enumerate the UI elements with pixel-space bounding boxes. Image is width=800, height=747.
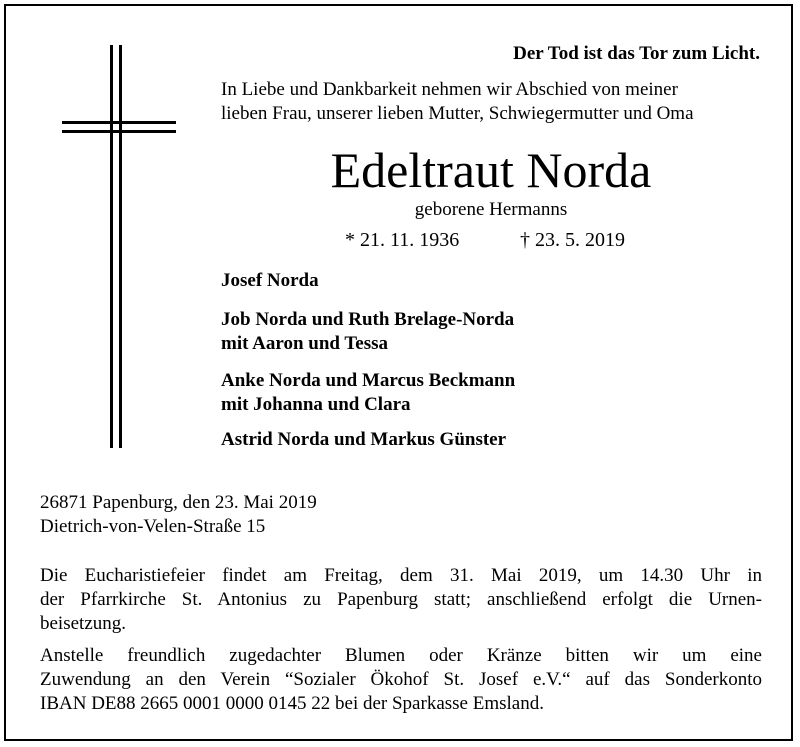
intro-text xyxy=(221,78,761,126)
place-date: 26871 Papenburg, den 23. Mai 2019 xyxy=(40,492,317,513)
intro-line: In Liebe und Dankbarkeit nehmen wir Abschied von meiner xyxy=(221,79,678,100)
death-date: † 23. 5. 2019 xyxy=(520,229,625,251)
mourner-group xyxy=(221,308,514,356)
donation-line: IBAN DE88 2665 0001 0000 0145 22 bei der Sparkasse Emsland. xyxy=(40,693,544,714)
mourner-group xyxy=(221,428,506,452)
mourner-line: Anke Norda und Marcus Beckmann xyxy=(221,370,516,391)
mourner-group xyxy=(221,269,319,293)
street-address: Dietrich-von-Velen-Straße 15 xyxy=(40,516,266,537)
mourner-line: Astrid Norda und Markus Günster xyxy=(221,429,507,450)
address-block xyxy=(40,491,317,539)
service-paragraph xyxy=(40,564,762,636)
service-line: beisetzung. xyxy=(40,613,127,634)
mourner-line: mit Aaron und Tessa xyxy=(221,333,389,354)
mourner-line: Job Norda und Ruth Brelage-Norda xyxy=(221,309,515,330)
mourner-group xyxy=(221,369,515,417)
motto: Der Tod ist das Tor zum Licht. xyxy=(513,43,760,64)
mourner-line: Josef Norda xyxy=(221,270,319,291)
service-line: der Pfarrkirche St. Antonius zu Papenburg statt; anschließend erfolgt die Urnen- xyxy=(40,589,762,610)
donation-line: Zuwendung an den Verein “Sozialer Ökohof St. Josef e.V.“ auf das Sonderkonto xyxy=(40,669,762,690)
donation-paragraph xyxy=(40,644,762,716)
donation-line: Anstelle freundlich zugedachter Blumen oder Kränze bitten wir um eine xyxy=(40,645,762,666)
cross-icon xyxy=(62,45,176,448)
intro-line: lieben Frau, unserer lieben Mutter, Schwiegermutter und Oma xyxy=(221,103,694,124)
mourner-line: mit Johanna und Clara xyxy=(221,394,411,415)
deceased-name: Edeltraut Norda xyxy=(330,142,652,198)
maiden-name: geborene Hermanns xyxy=(414,199,568,220)
service-line: Die Eucharistiefeier findet am Freitag, dem 31. Mai 2019, um 14.30 Uhr in xyxy=(40,565,762,586)
birth-date: * 21. 11. 1936 xyxy=(345,229,460,251)
